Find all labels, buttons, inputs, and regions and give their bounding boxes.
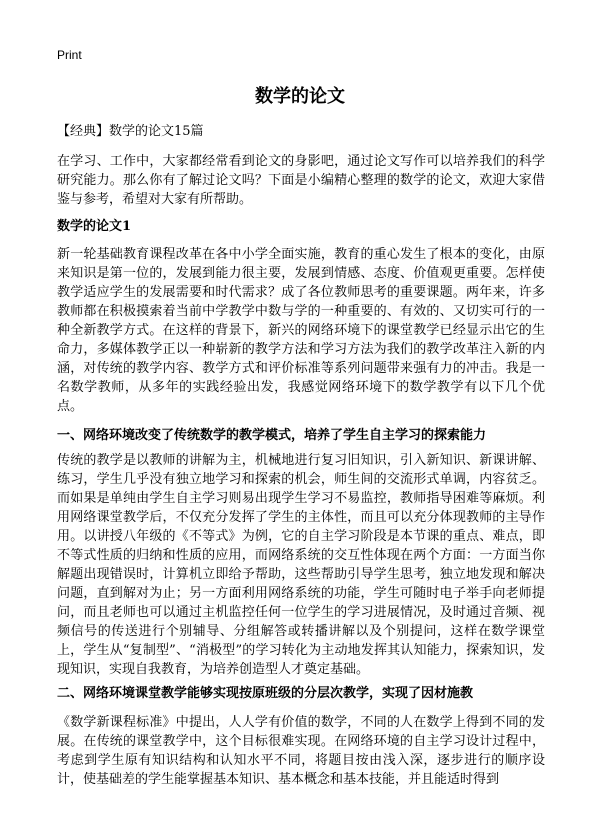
print-link[interactable]: Print xyxy=(57,48,82,62)
paragraph-1: 新一轮基础教育课程改革在各中小学全面实施，教育的重心发生了根本的变化，由原来知识是第一位的，发展到能力很主要，发展到情感、态度、价值观更重要。怎样使教学适应学生的发展需要和时代需求？成了各位教师思考的重要课题。两年来，许多教师都在积极摸索着当前中学教学中数与学的一种重要的、有效的、又切实可行的一种全新教学方式。在这样的背景下，新兴的网络环境下的课堂教学已经显示出它的生命力，多媒体教学正以一种崭新的教学方法和学习方法为我们的教学改革注入新的内涵，对传统的教学内容、教学方式和评价标准等系列问题带来强有力的冲击。我是一名数学教师，从多年的实践经验出发，我感觉网络环境下的数学教学有以下几个优点。 xyxy=(57,247,545,414)
heading-2: 二、网络环境课堂教学能够实现按原班级的分层次教学，实现了因材施教 xyxy=(57,686,474,701)
page-title: 数学的论文 xyxy=(255,86,345,107)
paragraph-2: 传统的教学是以教师的讲解为主，机械地进行复习旧知识，引入新知识、新课讲解、练习，学生几乎没有独立地学习和探索的机会，师生间的交流形式单调，内容贫乏。而如果是单纯由学生自主学习则易出现学生学习不易监控，教师指导困难等麻烦。利用网络课堂教学后，不仅充分发挥了学生的主体性，而且可以充分体现教师的主导作用。以讲授八年级的《不等式》为例，它的自主学习阶段是本节课的重点、难点，即不等式性质的归纳和性质的应用，而网络系统的交互性体现在两个方面：一方面当你解题出现错误时，计算机立即给予帮助，这些帮助引导学生思考，独立地发现和解决问题，直到解对为止；另一方面利用网络系统的功能，学生可随时电子举手向老师提问，而且老师也可以通过主机监控任何一位学生的学习进展情况，及时通过音频、视频信号的传送进行个别辅导、分组解答或转播讲解以及个别提问，这样在数学课堂上，学生从“复制型”、“消极型”的学习转化为主动地发挥其认知能力，探索知识，发现知识，实现自我教育，为培养创造型人才奠定基础。 xyxy=(57,453,545,677)
section-title: 数学的论文1 xyxy=(57,219,132,234)
heading-1: 一、网络环境改变了传统数学的教学模式，培养了学生自主学习的探索能力 xyxy=(57,428,487,443)
subtitle: 【经典】数学的论文15篇 xyxy=(57,124,204,139)
intro-paragraph: 在学习、工作中，大家都经常看到论文的身影吧，通过论文写作可以培养我们的科学研究能力。那么你有了解过论文吗？下面是小编精心整理的数学的论文，欢迎大家借鉴与参考，希望对大家有所帮助。 xyxy=(57,154,545,207)
paragraph-3: 《数学新课程标准》中提出，人人学有价值的数学，不同的人在数学上得到不同的发展。在传统的课堂教学中，这个目标很难实现。在网络环境的自主学习设计过程中，考虑到学生原有知识结构和认知水平不同，将题目按由浅入深，逐步进行的顺序设计，使基础差的学生能掌握基本知识、基本概念和基本技能，并且能适时得到 xyxy=(57,715,545,787)
